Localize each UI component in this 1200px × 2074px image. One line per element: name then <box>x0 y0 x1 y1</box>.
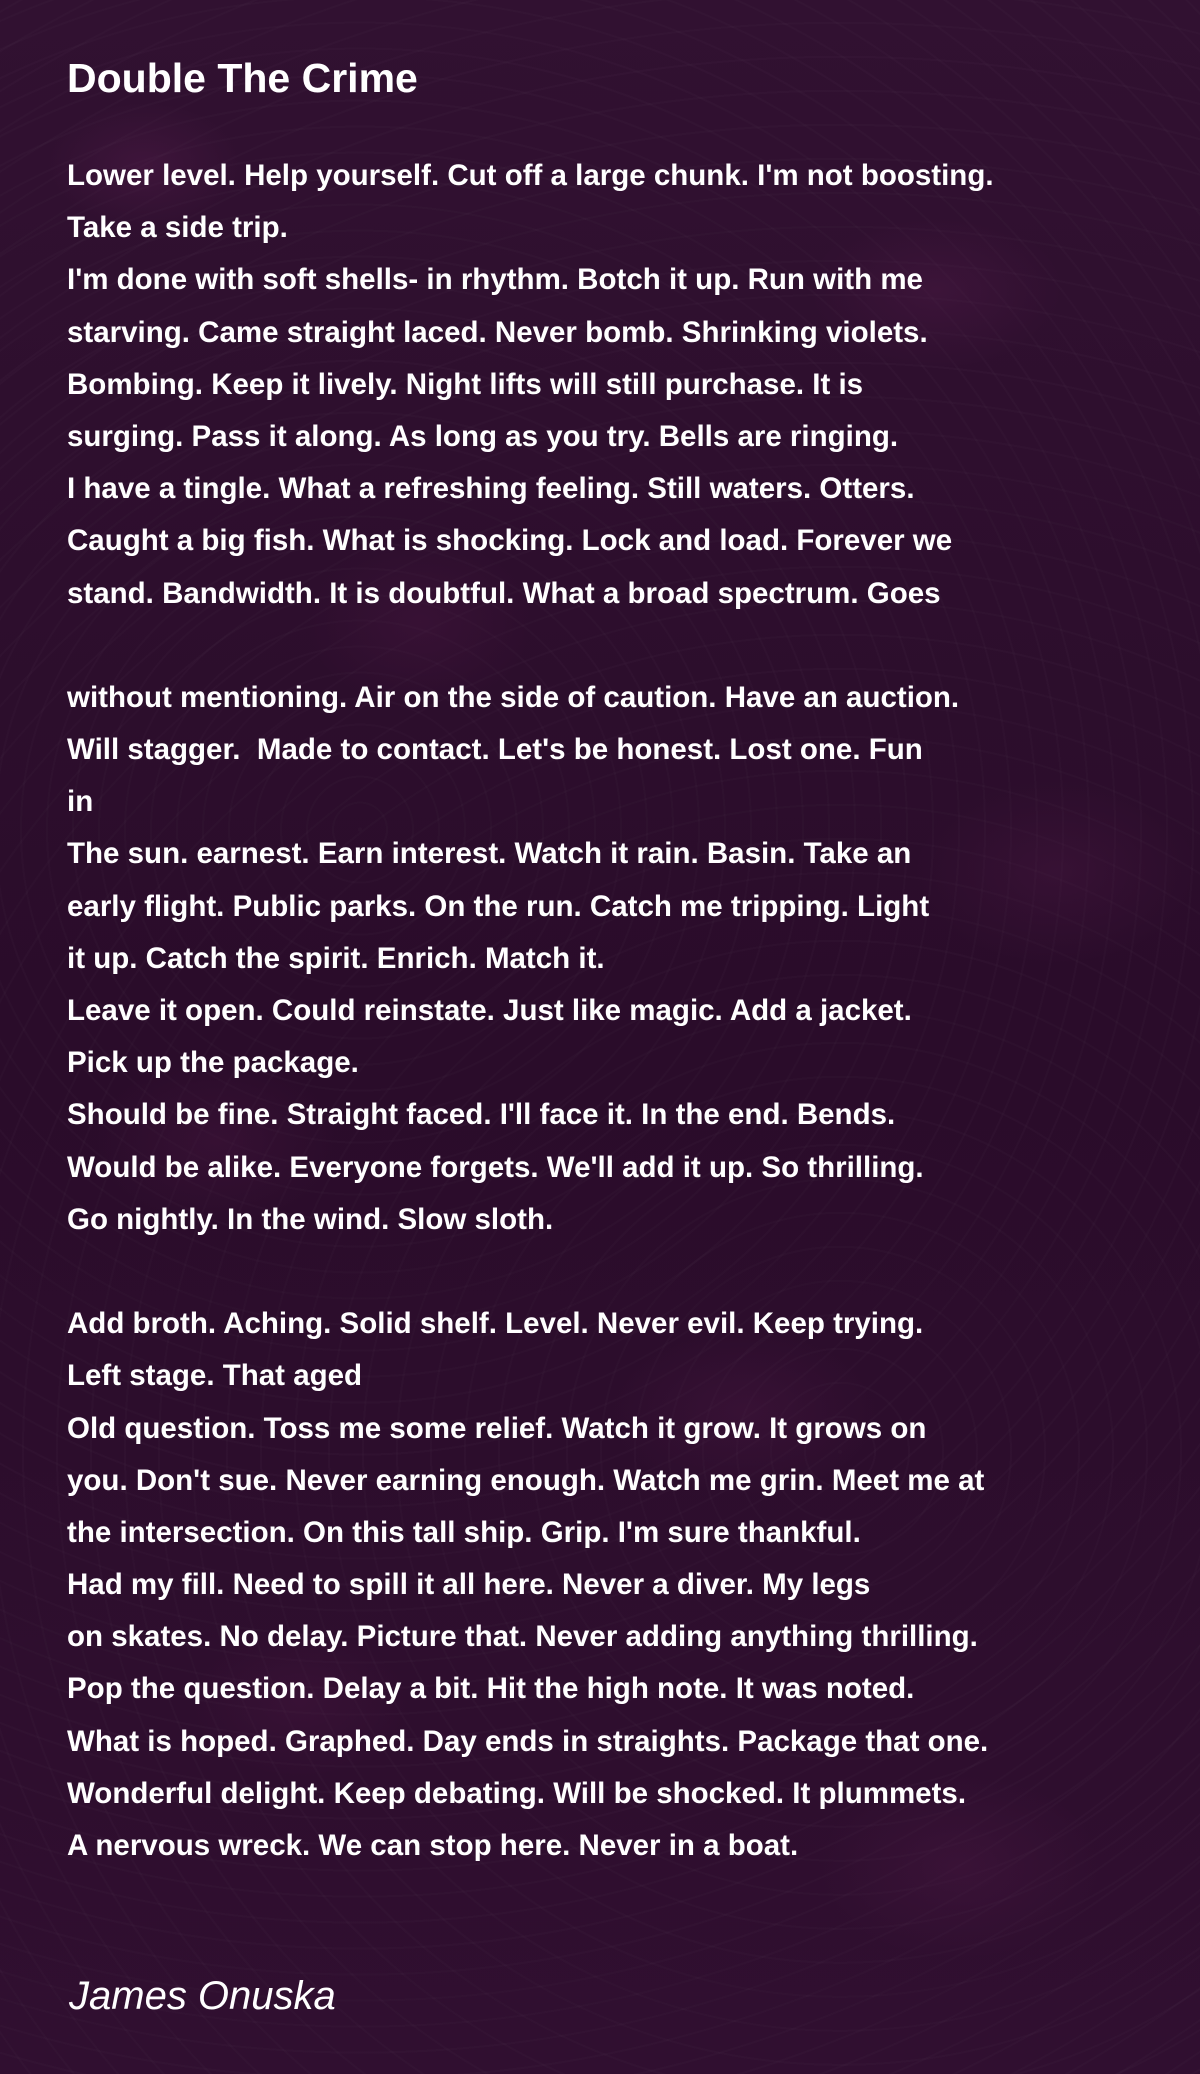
poem-line: A nervous wreck. We can stop here. Never in a boat. <box>67 1829 799 1862</box>
stanza-break <box>67 620 1177 672</box>
poem-line: Bombing. Keep it lively. Night lifts will still purchase. It is <box>67 367 864 401</box>
poem-line: Had my fill. Need to spill it all here. Never a diver. My legs <box>67 1568 871 1602</box>
poem-line: early flight. Public parks. On the run. Catch me tripping. Light <box>67 889 930 923</box>
poem-line: Pick up the package. <box>67 1046 359 1080</box>
poem-line: starving. Came straight laced. Never bomb. Shrinking violets. <box>67 315 928 349</box>
poem-line: on skates. No delay. Picture that. Never adding anything thrilling. <box>67 1620 978 1654</box>
poem-line: Go nightly. In the wind. Slow sloth. <box>67 1202 554 1236</box>
poem-line: stand. Bandwidth. It is doubtful. What a broad spectrum. Goes <box>67 576 941 610</box>
poem-line: without mentioning. Air on the side of caution. Have an auction. <box>67 680 960 714</box>
poem-line: Left stage. That aged <box>67 1359 363 1393</box>
poem-line: Should be fine. Straight faced. I'll face it. In the end. Bends. <box>67 1098 896 1132</box>
poem-line: Wonderful delight. Keep debating. Will be shocked. It plummets. <box>67 1776 967 1810</box>
poem-line: the intersection. On this tall ship. Grip. I'm sure thankful. <box>67 1515 861 1549</box>
stanza-break <box>67 1246 1177 1298</box>
poem-line: Would be alike. Everyone forgets. We'll add it up. So thrilling. <box>67 1150 924 1184</box>
poem-line: I have a tingle. What a refreshing feeling. Still waters. Otters. <box>67 472 915 506</box>
poem-line: in <box>67 785 94 819</box>
poem-line: Caught a big fish. What is shocking. Lock and load. Forever we <box>67 524 953 558</box>
poem-line: you. Don't sue. Never earning enough. Watch me grin. Meet me at <box>67 1463 985 1497</box>
poem-line: I'm done with soft shells- in rhythm. Botch it up. Run with me <box>67 263 923 297</box>
poem-line: Leave it open. Could reinstate. Just like magic. Add a jacket. <box>67 994 912 1027</box>
poem-title: Double The Crime <box>67 55 418 101</box>
poem-line: Old question. Toss me some relief. Watch it grow. It grows on <box>67 1411 927 1445</box>
poem-line: What is hoped. Graphed. Day ends in straights. Package that one. <box>67 1724 989 1758</box>
poem-line: Pop the question. Delay a bit. Hit the high note. It was noted. <box>67 1672 915 1706</box>
poem-line: Lower level. Help yourself. Cut off a large chunk. I'm not boosting. <box>67 159 994 192</box>
poem-body <box>67 150 1177 1872</box>
poem-line: Will stagger. Made to contact. Let's be honest. Lost one. Fun <box>67 733 923 767</box>
poem-line: Take a side trip. <box>67 211 288 245</box>
poem-line: surging. Pass it along. As long as you try. Bells are ringing. <box>67 419 899 453</box>
poem-line: Add broth. Aching. Solid shelf. Level. Never evil. Keep trying. <box>67 1307 924 1341</box>
poem-author: James Onuska <box>69 1974 336 2018</box>
poem-line: it up. Catch the spirit. Enrich. Match it. <box>67 941 605 975</box>
poem-line: The sun. earnest. Earn interest. Watch it rain. Basin. Take an <box>67 837 912 871</box>
